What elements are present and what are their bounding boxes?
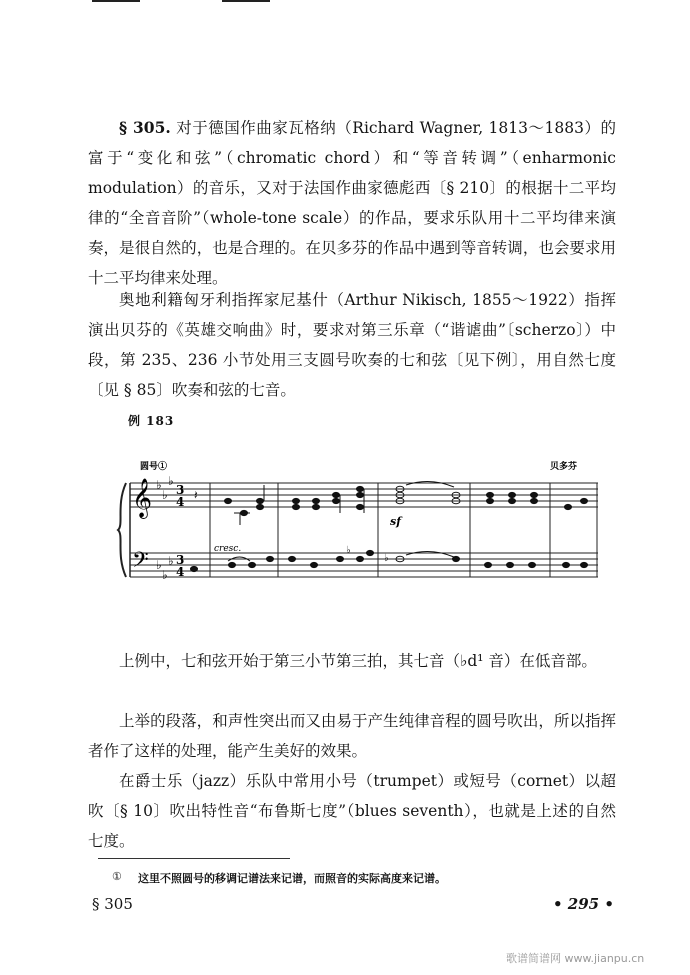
example-label: 例 183 — [128, 414, 175, 428]
svg-text:♭: ♭ — [162, 488, 168, 502]
svg-text:4: 4 — [176, 495, 185, 509]
top-rule-right — [222, 0, 270, 2]
svg-text:♭: ♭ — [168, 554, 174, 568]
svg-text:♭: ♭ — [168, 474, 174, 488]
svg-text:♭: ♭ — [156, 478, 162, 492]
svg-text:♭: ♭ — [156, 558, 162, 572]
section-number: § 305. — [119, 118, 171, 137]
paragraph-305 — [88, 113, 616, 293]
brace — [118, 483, 126, 577]
svg-text:4: 4 — [176, 565, 185, 579]
svg-text:𝄽: 𝄽 — [194, 488, 198, 502]
bass-key-signature — [156, 554, 174, 582]
bass-clef-icon: 𝄢 — [132, 548, 149, 578]
paragraph-nikisch: 奥地利籍匈牙利指挥家尼基什（Arthur Nikisch, 1855～1922）指挥演出贝芬的《英雄交响曲》时，要求对第三乐章（“谐谑曲”〔scherzo〕）中段，第 235、236 小节处用三支圆号吹奏的七和弦〔见下例〕，用自然七度〔见 § 85〕吹奏和弦的七音。 — [88, 291, 616, 399]
paragraph-effect: 上举的段落，和声性突出而又由易于产生纯律音程的圆号吹出，所以指挥者作了这样的处理，能产生美好的效果。 — [88, 712, 616, 760]
horn-label: 圆号① — [140, 462, 168, 472]
paragraph-305-text: 对于德国作曲家瓦格纳（Richard Wagner, 1813～1883）的富于“变化和弦”（chromatic chord）和“等音转调”（enharmonic modulation）的音乐，又对于法国作曲家德彪西〔§ 210〕的根据十二平均律的“全音音阶”（whole-tone scale）的作品，要求乐队用十二平均律来演奏，是很自然的，也是合理的。在贝多芬的作品中遇到等音转调，也会要求用十二平均律来处理。 — [88, 119, 616, 287]
paragraph-jazz: 在爵士乐（jazz）乐队中常用小号（trumpet）或短号（cornet）以超吹〔§ 10〕吹出特性音“布鲁斯七度”（blues seventh），也就是上述的自然七度。 — [88, 772, 616, 850]
footnote-mark: ① — [112, 870, 122, 883]
watermark: 歌谱简谱网 www.jianpu.cn — [506, 952, 645, 965]
svg-text:♭: ♭ — [162, 568, 168, 582]
footer-section: § 305 — [92, 895, 133, 913]
time-signatures — [176, 483, 184, 579]
treble-clef-icon: 𝄞 — [132, 478, 153, 518]
bass-notes — [191, 545, 588, 572]
paragraph-example-explanation: 上例中，七和弦开始于第三小节第三拍，其七音（♭d¹ 音）在低音部。 — [119, 652, 597, 670]
music-score — [110, 455, 600, 595]
bass-staff — [130, 553, 598, 577]
svg-text:3: 3 — [176, 553, 185, 567]
svg-text:3: 3 — [176, 483, 185, 497]
svg-text:♭: ♭ — [384, 553, 389, 564]
top-rule-left — [92, 0, 140, 2]
composer-label: 贝多芬 — [550, 462, 578, 472]
footnote-text: 这里不照圆号的移调记谱法来记谱，而照音的实际高度来记谱。 — [138, 872, 446, 885]
dynamic-sf: sf — [390, 515, 401, 528]
page-number: • 295 • — [553, 895, 614, 913]
footnote-rule — [98, 858, 290, 859]
cresc-marking: cresc. — [214, 544, 242, 554]
treble-key-signature — [156, 474, 174, 502]
svg-text:♭: ♭ — [346, 545, 351, 556]
